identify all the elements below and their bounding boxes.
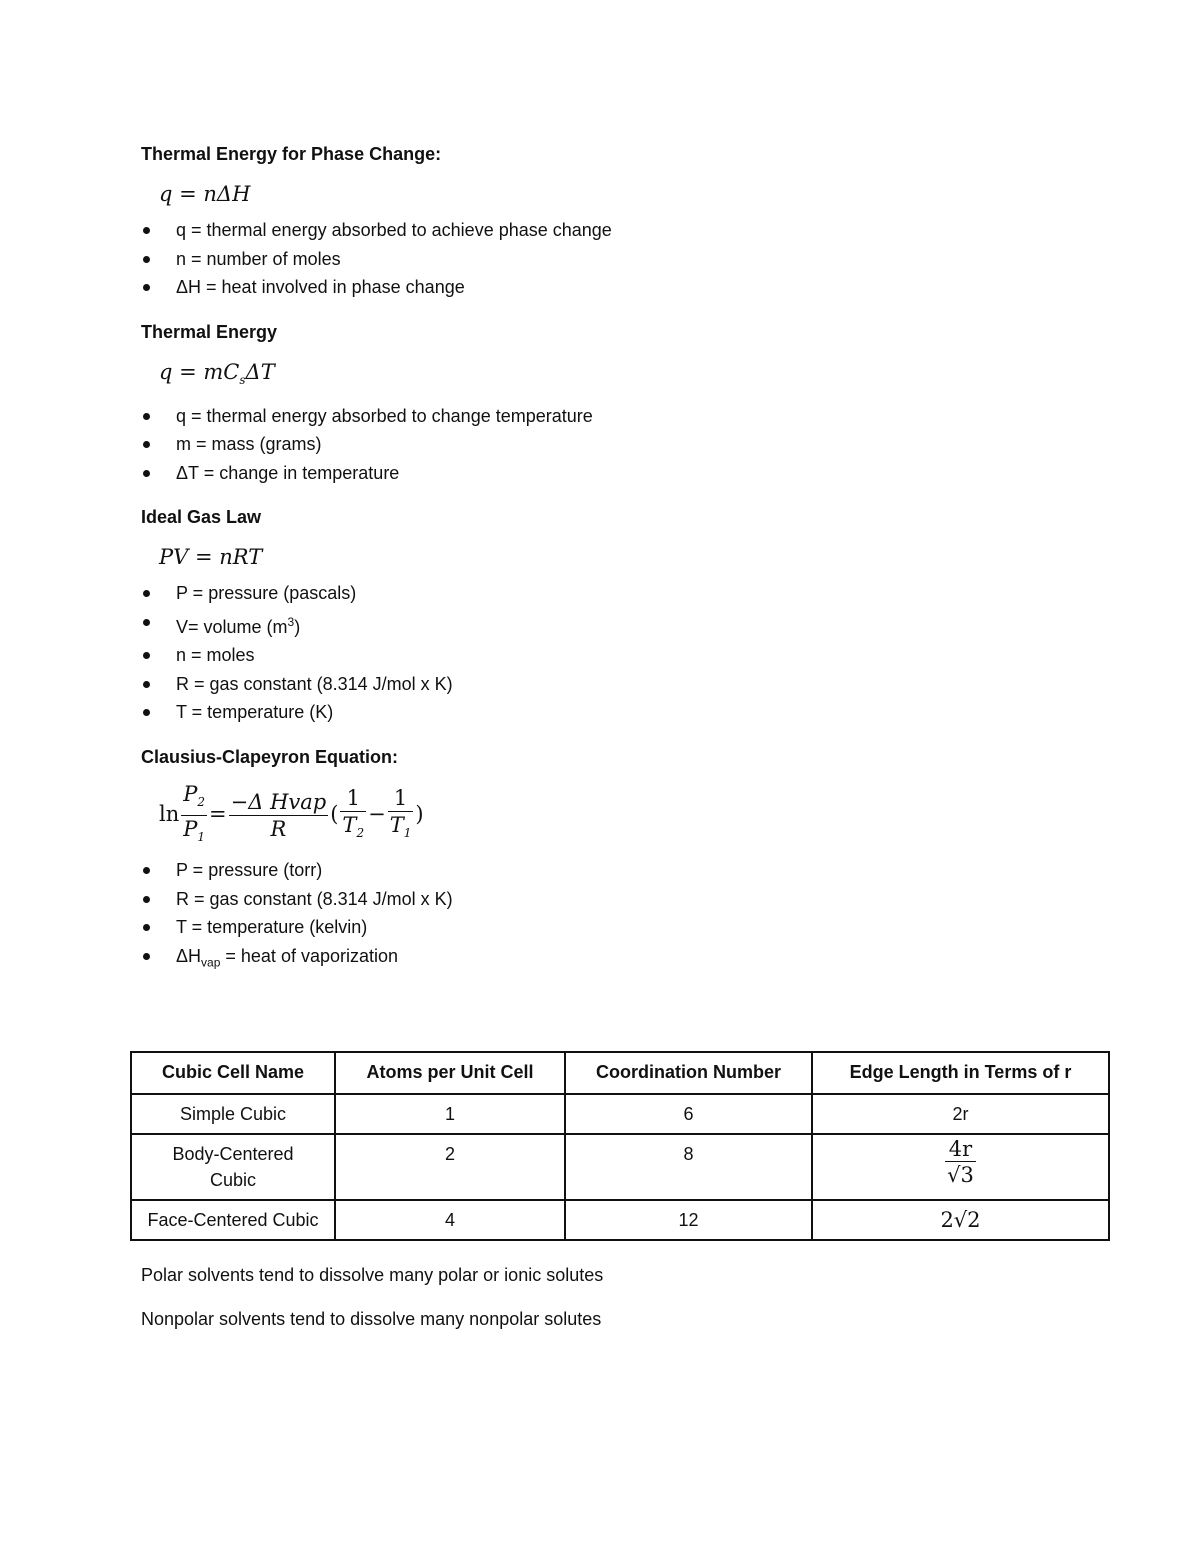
table-cell: 2r — [812, 1094, 1109, 1134]
table-cell: 4 — [335, 1200, 565, 1240]
table-cell: 2 — [335, 1134, 565, 1200]
formula-thermal-energy — [159, 358, 1111, 394]
list-item: ΔT = change in temperature — [141, 459, 1111, 488]
list-item — [141, 942, 1111, 977]
list-item: q = thermal energy absorbed to achieve phase change — [141, 216, 1111, 245]
left-paren: ( — [330, 801, 339, 826]
table-cell: 1 — [335, 1094, 565, 1134]
gas-constant-denominator: R — [270, 816, 287, 841]
table-cell: 6 — [565, 1094, 812, 1134]
section-thermal-energy — [141, 318, 1111, 488]
right-paren: ) — [415, 801, 424, 826]
p2-symbol: P — [183, 781, 198, 806]
list-item: R = gas constant (8.314 J/mol x K) — [141, 885, 1111, 914]
variable-list — [141, 579, 1111, 727]
list-item: q = thermal energy absorbed to change temperature — [141, 402, 1111, 431]
list-item: T = temperature (K) — [141, 698, 1111, 727]
column-header: Cubic Cell Name — [131, 1052, 335, 1094]
list-item-text: = heat of vaporization — [220, 945, 399, 966]
table-row — [131, 1094, 1109, 1134]
column-header: Edge Length in Terms of r — [812, 1052, 1109, 1094]
section-heading: Clausius-Clapeyron Equation: — [141, 746, 399, 767]
list-item: P = pressure (torr) — [141, 856, 1111, 885]
formula-subscript: s — [239, 372, 246, 387]
formula-ideal-gas: PV = nRT — [159, 545, 263, 570]
list-item: T = temperature (kelvin) — [141, 913, 1111, 942]
list-item-text: V= volume (m — [176, 616, 288, 637]
variable-list — [141, 216, 1111, 302]
section-heading: Thermal Energy — [141, 321, 278, 342]
inverse-t1 — [388, 785, 414, 846]
section-heading: Ideal Gas Law — [141, 507, 262, 528]
column-header: Coordination Number — [565, 1052, 812, 1094]
list-item: n = number of moles — [141, 245, 1111, 274]
section-ideal-gas-law — [141, 503, 1111, 727]
section-phase-change — [141, 140, 1111, 302]
table-cell: 2√2 — [812, 1200, 1109, 1240]
column-header: Atoms per Unit Cell — [335, 1052, 565, 1094]
table-cell: Simple Cubic — [131, 1094, 335, 1134]
fraction-denominator: √3 — [947, 1163, 974, 1187]
list-item-text: ΔH — [176, 945, 202, 966]
numerator-one: 1 — [388, 785, 414, 812]
table-cell: 8 — [565, 1134, 812, 1200]
note-nonpolar: Nonpolar solvents tend to dissolve many nonpolar solutes — [141, 1309, 602, 1329]
equals-sign: = — [209, 801, 227, 826]
enthalpy-numerator: −Δ Hvap — [230, 789, 327, 814]
formula-clausius-clapeyron — [159, 781, 1111, 850]
section-clausius-clapeyron — [141, 743, 1111, 977]
list-item: m = mass (grams) — [141, 430, 1111, 459]
table-row — [131, 1200, 1109, 1240]
enthalpy-ratio — [229, 789, 329, 842]
variable-list — [141, 402, 1111, 488]
p2-subscript: 2 — [197, 794, 206, 809]
t1-symbol: T — [389, 812, 404, 837]
p1-subscript: 1 — [197, 830, 206, 845]
formula-part: q = mC — [159, 359, 240, 384]
formula-part: ΔT — [245, 359, 275, 384]
table-cell — [812, 1134, 1109, 1200]
edge-fraction — [945, 1137, 976, 1188]
table-row — [131, 1134, 1109, 1200]
list-item — [141, 608, 1111, 642]
pressure-ratio — [181, 781, 207, 850]
list-item: ΔH = heat involved in phase change — [141, 273, 1111, 302]
list-item: R = gas constant (8.314 J/mol x K) — [141, 670, 1111, 699]
fraction-numerator: 4r — [948, 1137, 973, 1161]
table-header-row — [131, 1052, 1109, 1094]
t2-subscript: 2 — [356, 825, 365, 840]
document-body — [141, 140, 1111, 993]
t1-subscript: 1 — [403, 825, 412, 840]
list-item: n = moles — [141, 641, 1111, 670]
inverse-t2 — [340, 785, 366, 846]
minus-sign: − — [368, 801, 386, 826]
p1-symbol: P — [183, 816, 198, 841]
list-item: P = pressure (pascals) — [141, 579, 1111, 608]
ln-operator: ln — [159, 801, 180, 826]
list-item-text: ) — [294, 616, 301, 637]
formula-phase-change: q = nΔH — [159, 182, 251, 206]
cubic-cell-table — [130, 1051, 1110, 1241]
note-polar: Polar solvents tend to dissolve many polar or ionic solutes — [141, 1265, 604, 1285]
subscript: vap — [201, 955, 221, 970]
variable-list — [141, 856, 1111, 977]
table-cell: Face-Centered Cubic — [131, 1200, 335, 1240]
superscript: 3 — [287, 614, 295, 629]
table-cell: 12 — [565, 1200, 812, 1240]
numerator-one: 1 — [340, 785, 366, 812]
t2-symbol: T — [342, 812, 357, 837]
section-heading: Thermal Energy for Phase Change: — [141, 144, 442, 164]
table-cell: Body-Centered Cubic — [131, 1134, 335, 1200]
